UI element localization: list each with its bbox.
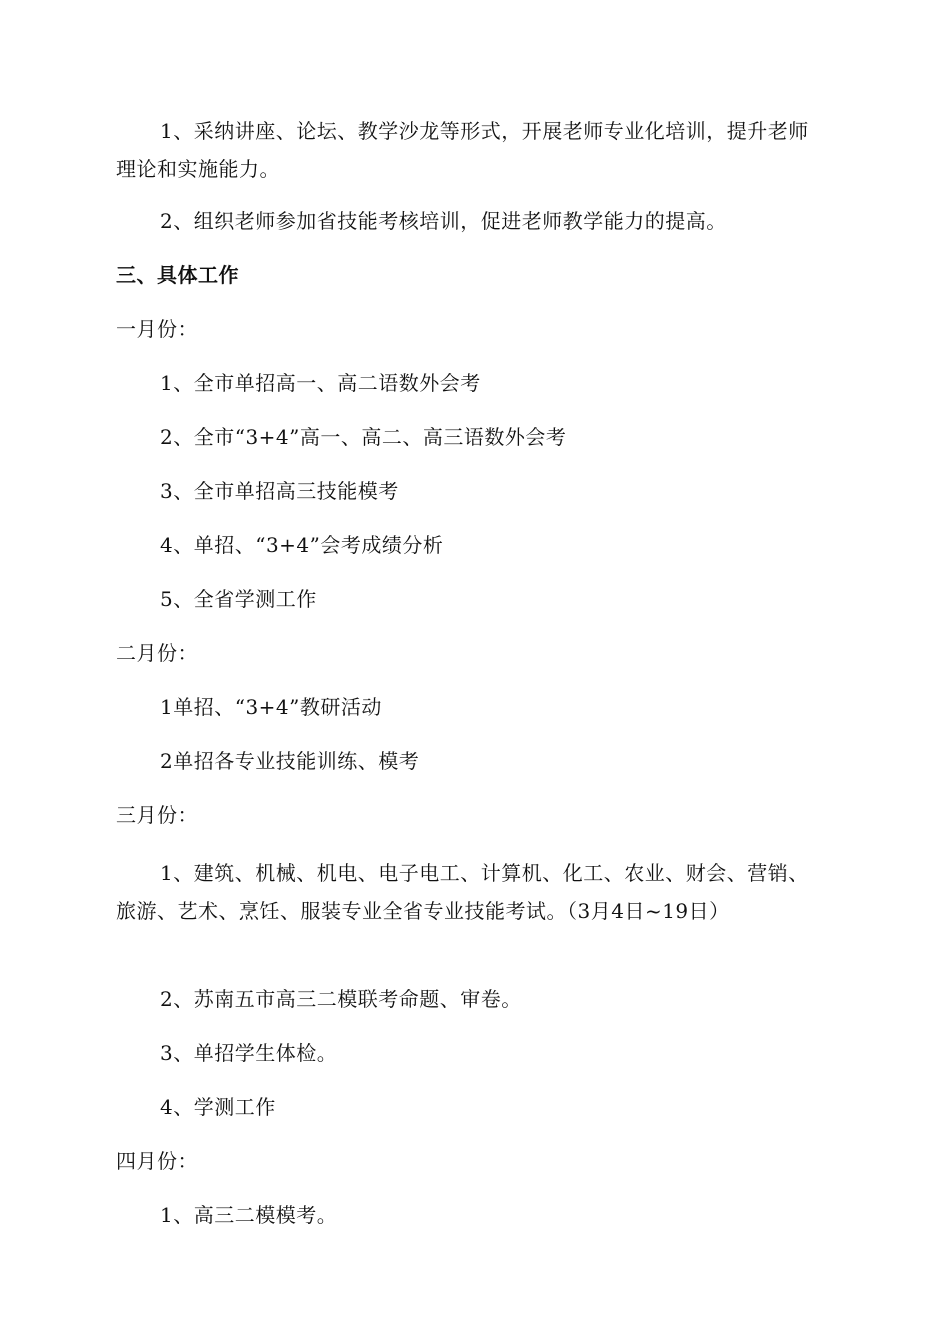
list-item: 1、全市单招高一、高二语数外会考 <box>160 371 481 395</box>
list-item: 4、单招、“3+4”会考成绩分析 <box>160 533 444 557</box>
list-item: 1单招、“3+4”教研活动 <box>160 695 382 719</box>
intro-paragraph-2: 2、组织老师参加省技能考核培训，促进老师教学能力的提高。 <box>160 209 727 233</box>
intro-paragraph-1: 1、采纳讲座、论坛、教学沙龙等形式，开展老师专业化培训，提升老师理论和实施能力。 <box>116 119 809 181</box>
month-label-january: 一月份： <box>116 317 198 341</box>
list-item: 2、苏南五市高三二模联考命题、审卷。 <box>160 987 522 1011</box>
month-label-february: 二月份： <box>116 641 198 665</box>
month-label-march: 三月份： <box>116 803 198 827</box>
list-item: 1、建筑、机械、机电、电子电工、计算机、化工、农业、财会、营销、旅游、艺术、烹饪、服装专业全省专业技能考试。（3月4日~19日） <box>116 861 809 923</box>
list-item: 3、单招学生体检。 <box>160 1041 338 1065</box>
list-item: 2单招各专业技能训练、模考 <box>160 749 420 773</box>
list-item: 3、全市单招高三技能模考 <box>160 479 399 503</box>
month-label-april: 四月份： <box>116 1149 198 1173</box>
list-item: 4、学测工作 <box>160 1095 276 1119</box>
list-item: 2、全市“3+4”高一、高二、高三语数外会考 <box>160 425 567 449</box>
list-item: 1、高三二模模考。 <box>160 1203 338 1227</box>
section-heading: 三、具体工作 <box>116 263 239 287</box>
list-item: 5、全省学测工作 <box>160 587 317 611</box>
